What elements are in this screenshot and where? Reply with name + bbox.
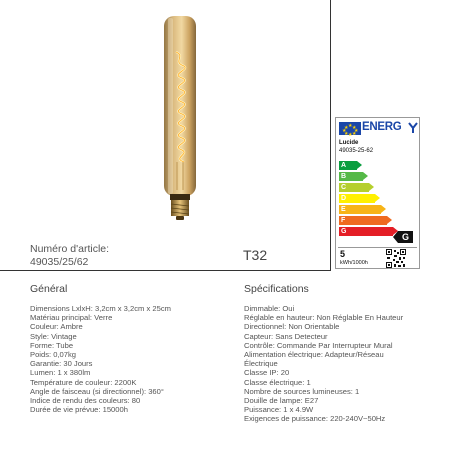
general-item: Matériau principal: Verre [30,313,113,323]
energy-class-e: E [339,205,381,214]
general-item: Température de couleur: 2200K [30,377,137,387]
model-name: T32 [243,247,268,263]
spec-item: Capteur: Sans Detecteur [244,331,328,341]
general-item: Angle de faisceau (si directionnel): 360° [30,386,164,396]
energy-y-mark-icon [408,122,418,134]
spec-item: Électrique [244,359,278,369]
general-item: Couleur: Ambre [30,322,83,332]
eu-flag-icon: ★ ★ ★ ★ ★ ★ ★ ★ [339,122,361,135]
energy-class-a: A [339,161,357,170]
energy-label-title: ENERG [362,121,402,133]
energy-class-scale [339,161,417,238]
spec-item: Directionnel: Non Orientable [244,322,340,332]
energy-model: 49035-25-62 [339,148,374,154]
spec-item: Nombre de sources lumineuses: 1 [244,386,360,396]
spec-item: Classe IP: 20 [244,368,290,378]
general-list [30,304,171,414]
general-item: Style: Vintage [30,331,77,341]
general-item: Poids: 0,07kg [30,349,77,359]
energy-rating-badge: G [398,231,413,243]
spec-item: Réglable en hauteur: Non Réglable En Hauteur [244,313,404,323]
specs-section-title: Spécifications [244,283,309,295]
frame-divider-vertical [330,0,331,270]
energy-consumption-value: 5 [340,249,346,259]
specs-list [244,304,403,423]
general-item: Garantie: 30 Jours [30,359,93,369]
qr-code-icon [386,249,406,268]
article-number-value: 49035/25/62 [30,256,89,268]
spec-item: Classe électrique: 1 [244,377,311,387]
energy-label-header [337,120,418,136]
tube-bulb-image [150,12,210,222]
energy-consumption-unit: kWh/1000h [340,260,368,266]
spec-item: Dimmable: Oui [244,304,295,313]
energy-label [335,117,420,269]
article-number-label: Numéro d'article: [30,243,110,255]
energy-label-divider [338,247,417,248]
general-item: Indice de rendu des couleurs: 80 [30,395,141,405]
frame-divider-horizontal [0,270,331,271]
energy-class-f: F [339,216,387,225]
spec-item: Alimentation électrique: Adapteur/Réseau [244,349,384,359]
general-item: Lumen: 1 x 380lm [30,368,91,378]
general-section-title: Général [30,283,68,295]
energy-class-c: C [339,183,369,192]
general-item: Dimensions LxlxH: 3,2cm x 3,2cm x 25cm [30,304,171,313]
energy-class-b: B [339,172,363,181]
general-item: Durée de vie prévue: 15000h [30,405,128,415]
spec-item: Puissance: 1 x 4.9W [244,405,314,415]
general-item: Forme: Tube [30,340,74,350]
energy-class-d: D [339,194,375,203]
energy-class-g: G [339,227,393,236]
spec-item: Douille de lampe: E27 [244,395,319,405]
energy-brand: Lucide [339,140,359,146]
spec-item: Exigences de puissance: 220-240V~50Hz [244,414,386,424]
spec-item: Contrôle: Commande Par Interrupteur Mural [244,340,393,350]
